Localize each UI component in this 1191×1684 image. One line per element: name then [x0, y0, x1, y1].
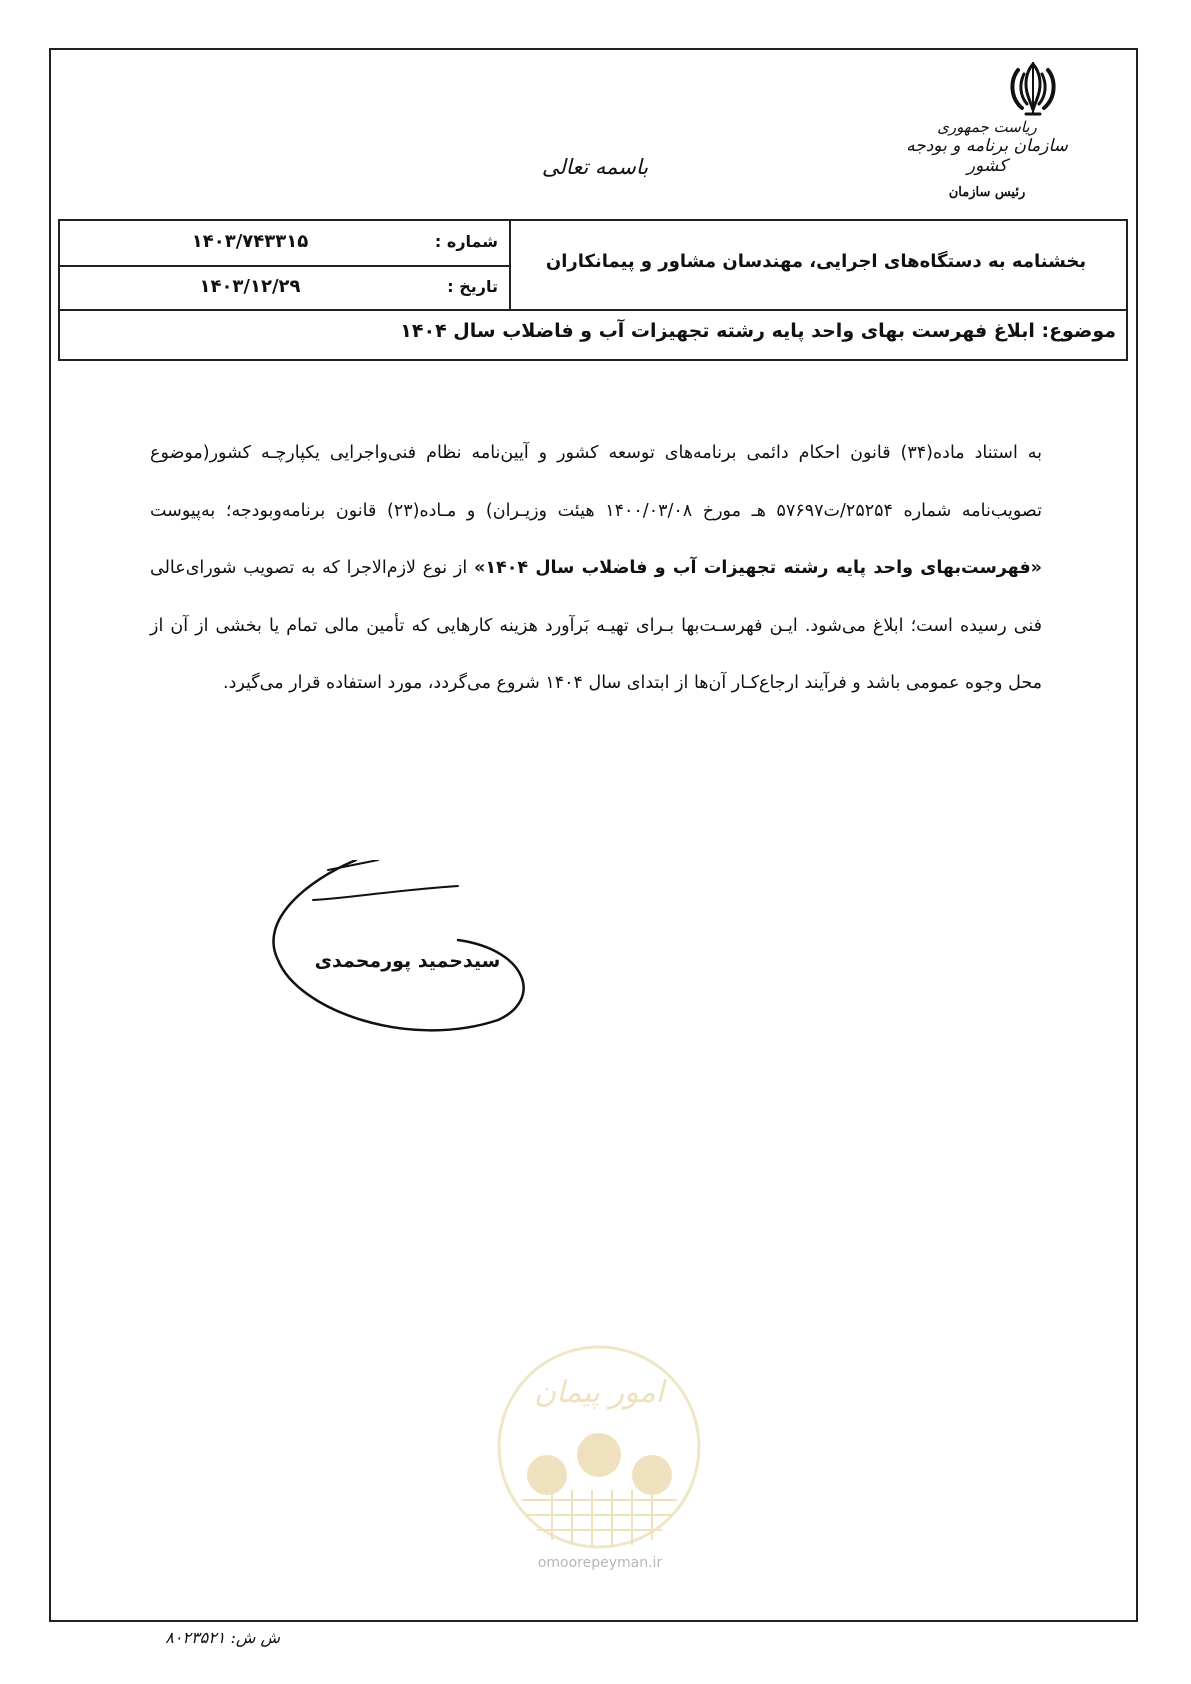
org-line3: رئیس سازمان [948, 184, 1026, 200]
subject-row [58, 311, 1128, 361]
date-value: ۱۴۰۳/۱۲/۲۹ [199, 276, 301, 297]
date-label: تاریخ : [447, 277, 498, 296]
watermark-logo [492, 1340, 707, 1555]
body-text-bold: «فهرست‌بهای واحد پایه رشته تجهیزات آب و فاضلاب سال ۱۴۰۴» [474, 558, 1042, 578]
body-text-part1: به استناد ماده(۳۴) قانون احکام دائمی برنامه‌های توسعه کشور و آیین‌نامه نظام فنی‌واجرایی یکپارچـه کشور(موضوع تصویب‌نامه شماره ۲۵۲۵۴/ت۵۷۶۹۷ هـ مورخ ۱۴۰۰/۰۳/۰۸ هیئت وزیـران) و مـاده(۲۳) قانون برنامه‌وبودجه؛ به‌پیوست [150, 443, 1043, 521]
table-divider [60, 265, 511, 267]
footer-code: ش ش: ۸۰۲۳۵۲۱ [165, 1628, 280, 1647]
org-line2: سازمان برنامه و بودجه کشور [906, 136, 1068, 177]
watermark-site: omoorepeyman.ir [537, 1555, 663, 1571]
bismillah: باسمه تعالی [541, 155, 649, 179]
signatory-name: سیدحمید پورمحمدی [314, 950, 501, 972]
recipient: بخشنامه به دستگاه‌های اجرایی، مهندسان مشاور و پیمانکاران [545, 251, 1087, 272]
letter-body [150, 425, 1042, 713]
watermark-logo-text: امور پیمان [534, 1375, 664, 1410]
org-line1: ریاست جمهوری [937, 118, 1037, 136]
number-value: ۱۴۰۳/۷۴۳۳۱۵ [191, 231, 309, 252]
number-label: شماره : [434, 232, 498, 251]
subject: موضوع: ابلاغ فهرست بهای واحد پایه رشته تجهیزات آب و فاضلاب سال ۱۴۰۴ [400, 320, 1116, 342]
organization-block [887, 118, 1087, 200]
letter-info-table [58, 219, 1128, 311]
body-text-part2: از نوع لازم‌الاجرا که به تصویب شورای‌عالی فنی رسیده است؛ ابلاغ می‌شود. ایـن فهرسـت‌بها بـرای تهیـه بَرآورد هزینه کارهایی که تأمین مالی تمام یا بخشی از آن از محل وجوه عمومی باشد و فرآیند ارجاع‌کـار آن‌ها از ابتدای سال ۱۴۰۴ شروع می‌گردد، مورد استفاده قرار می‌گیرد. [150, 558, 1042, 693]
iran-emblem-icon [1004, 58, 1062, 118]
